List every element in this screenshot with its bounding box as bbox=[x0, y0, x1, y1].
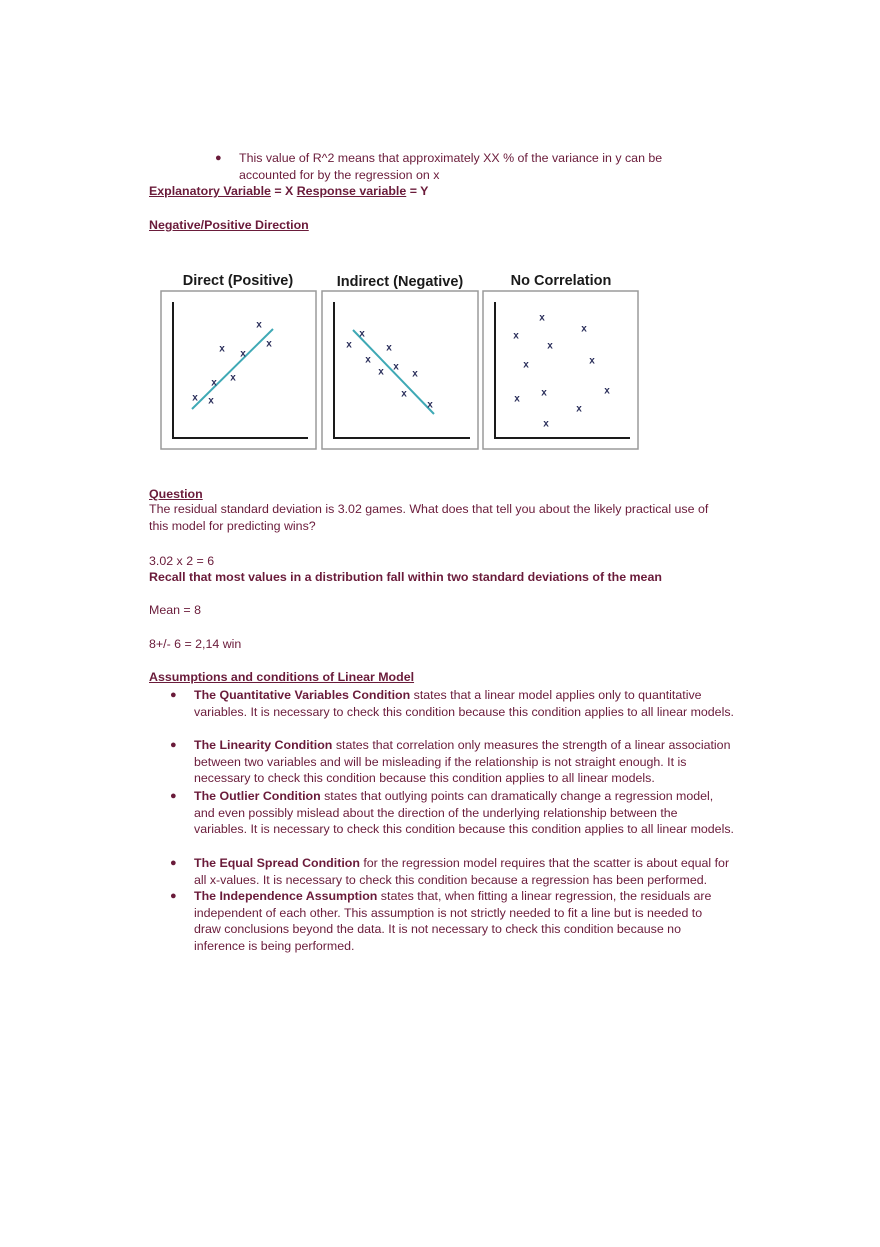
panel-frame-negative bbox=[322, 291, 478, 449]
scatter-marker: x bbox=[604, 385, 610, 397]
calc-line: 3.02 x 2 = 6 bbox=[149, 554, 215, 568]
assumption-title: The Equal Spread Condition bbox=[194, 856, 360, 870]
panel-title-negative: Indirect (Negative) bbox=[336, 274, 464, 290]
assumption-body: states that a linear model applies only to quantitative variables. It is necessary to check this condition because this condition applies to all linear models. bbox=[194, 688, 734, 719]
scatter-marker: x bbox=[378, 366, 384, 378]
mean-line: Mean = 8 bbox=[149, 603, 202, 617]
axes-positive bbox=[173, 302, 308, 438]
scatter-marker: x bbox=[547, 340, 553, 352]
bullet-icon: ● bbox=[170, 790, 177, 802]
assumption-text bbox=[194, 687, 734, 720]
bullet-icon: ● bbox=[215, 152, 222, 164]
direction-heading: Negative/Positive Direction bbox=[149, 218, 309, 232]
axes-none bbox=[495, 302, 630, 438]
assumption-title: The Independence Assumption bbox=[194, 889, 378, 903]
scatter-marker: x bbox=[386, 342, 392, 354]
correlation-figure-svg bbox=[157, 262, 642, 454]
assumption-title: The Quantitative Variables Condition bbox=[194, 688, 411, 702]
assumption-text bbox=[194, 737, 734, 787]
question-heading: Question bbox=[149, 487, 203, 501]
scatter-marker: x bbox=[513, 330, 519, 342]
scatter-marker: x bbox=[576, 403, 582, 415]
assumption-body: states that correlation only measures the strength of a linear association between two variables and will be misleading if the relationship is not straight enough. It is necessary to check this condition because this condition applies to all linear models. bbox=[194, 738, 731, 786]
scatter-marker: x bbox=[589, 355, 595, 367]
trend-line-positive bbox=[192, 329, 273, 409]
panel-title-none: No Correlation bbox=[510, 273, 612, 289]
scatter-marker: x bbox=[230, 372, 236, 384]
recall-line: Recall that most values in a distribution fall within two standard deviations of the mean bbox=[149, 570, 662, 584]
scatter-marker: x bbox=[581, 323, 587, 335]
assumption-title: The Linearity Condition bbox=[194, 738, 333, 752]
correlation-figure bbox=[157, 262, 642, 454]
assumption-text bbox=[194, 855, 734, 888]
bullet-icon: ● bbox=[170, 689, 177, 701]
scatter-marker: x bbox=[240, 348, 246, 360]
scatter-marker: x bbox=[393, 361, 399, 373]
scatter-marker: x bbox=[208, 395, 214, 407]
scatter-marker: x bbox=[256, 319, 262, 331]
scatter-marker: x bbox=[365, 354, 371, 366]
scatter-marker: x bbox=[346, 339, 352, 351]
response-eq: = Y bbox=[406, 184, 429, 198]
assumption-body: states that outlying points can dramatically change a regression model, and even possibly mislead about the direction of the underlying relationship between the variables. It is necessary to check this condition because this condition applies to all linear models. bbox=[194, 789, 734, 837]
scatter-marker: x bbox=[401, 388, 407, 400]
panel-frame-none bbox=[483, 291, 638, 449]
panel-frame-positive bbox=[161, 291, 316, 449]
scatter-marker: x bbox=[523, 359, 529, 371]
scatter-marker: x bbox=[514, 393, 520, 405]
scatter-marker: x bbox=[266, 338, 272, 350]
range-line: 8+/- 6 = 2,14 win bbox=[149, 637, 242, 651]
bullet-icon: ● bbox=[170, 857, 177, 869]
scatter-marker: x bbox=[192, 392, 198, 404]
scatter-marker: x bbox=[543, 418, 549, 430]
scatter-marker: x bbox=[211, 377, 217, 389]
assumption-body: states that, when fitting a linear regression, the residuals are independent of each other. This assumption is not strictly needed to fit a line but is needed to draw conclusions beyond the data. It is not necessary to check this condition because no inference is being performed. bbox=[194, 889, 712, 953]
bullet-icon: ● bbox=[170, 739, 177, 751]
bullet-icon: ● bbox=[170, 890, 177, 902]
scatter-marker: x bbox=[427, 399, 433, 411]
assumption-title: The Outlier Condition bbox=[194, 789, 321, 803]
assumption-text bbox=[194, 888, 719, 954]
panel-title-positive: Direct (Positive) bbox=[182, 273, 294, 289]
explanatory-line bbox=[149, 183, 428, 200]
explanatory-eq: = X bbox=[270, 184, 297, 198]
explanatory-label: Explanatory Variable bbox=[149, 184, 271, 198]
scatter-marker: x bbox=[539, 312, 545, 324]
response-label: Response variable bbox=[296, 184, 407, 198]
intro-bullet-text: This value of R^2 means that approximately XX % of the variance in y can be accounted for by the regression on x bbox=[239, 151, 663, 182]
axes-negative bbox=[334, 302, 470, 438]
question-text: The residual standard deviation is 3.02 games. What does that tell you about the likely practical use of this model for predicting wins? bbox=[149, 502, 709, 534]
scatter-marker: x bbox=[412, 368, 418, 380]
scatter-marker: x bbox=[359, 328, 365, 340]
scatter-marker: x bbox=[541, 387, 547, 399]
scatter-marker: x bbox=[219, 343, 225, 355]
assumption-body: for the regression model requires that the scatter is about equal for all x-values. It is necessary to check this condition because a regression has been performed. bbox=[194, 856, 730, 887]
assumption-text bbox=[194, 788, 734, 838]
assumptions-heading: Assumptions and conditions of Linear Model bbox=[149, 670, 415, 684]
